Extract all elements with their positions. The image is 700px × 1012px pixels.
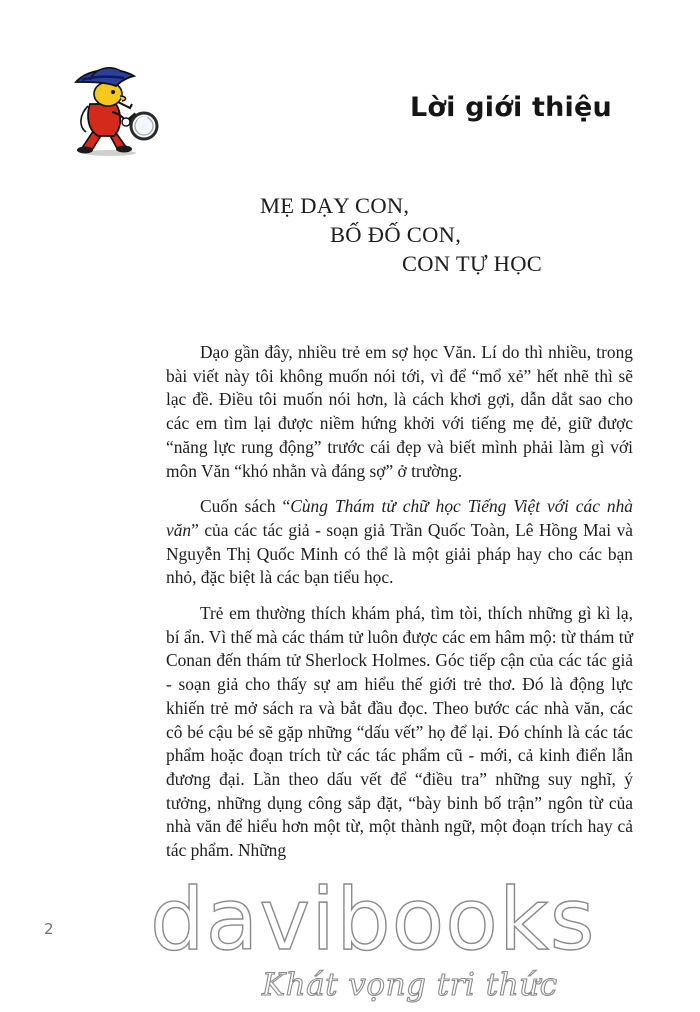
- detective-mascot-icon: [76, 68, 157, 156]
- page-title: Lời giới thiệu: [410, 92, 612, 123]
- detective-mascot-illustration: [68, 58, 168, 158]
- paragraph-2-rest: ” của các tác giả - soạn giả Trần Quốc Toàn, Lê Hồng Mai và Nguyễn Thị Quốc Minh có thể là một giải pháp hay cho các bạn nhỏ, đặc biệt là các bạn tiểu học.: [166, 519, 633, 588]
- motto-line-2: BỐ ĐỐ CON,: [330, 222, 462, 247]
- paragraph-1: Dạo gần đây, nhiều trẻ em sợ học Văn. Lí do thì nhiều, trong bài viết này tôi không muốn nói tới, vì để “mổ xẻ” hết nhẽ thì sẽ lạc đề. Điều tôi muốn nói hơn, là cách khơi gợi, dẫn dắt sao cho các em tìm lại được niềm hứng khởi với tiếng mẹ đẻ, giữ được “năng lực rung động” trước cái đẹp và biết mình phải làm gì với môn Văn “khó nhằn và đáng sợ” ở trường.: [166, 342, 633, 481]
- paragraph-3: Trẻ em thường thích khám phá, tìm tòi, thích những gì kì lạ, bí ẩn. Vì thế mà các thám tử luôn được các em hâm mộ: từ thám tử Conan đến thám tử Sherlock Holmes. Góc tiếp cận của các tác giả - soạn giả cho thấy sự am hiểu thế giới trẻ thơ. Đó là động lực khiến trẻ mở sách ra và bắt đầu đọc. Theo bước các nhà văn, các cô bé cậu bé sẽ gặp những “dấu vết” họ để lại. Đó chính là các tác phẩm hoặc đoạn trích từ các tác phẩm cũ - mới, cả kinh điển lẫn đương đại. Lần theo dấu vết để “điều tra” những suy nghĩ, ý tưởng, những dụng công sắp đặt, “bày binh bố trận” ngôn từ của nhà văn để hiểu hơn một từ, một thành ngữ, một đoạn trích hay cả tác phẩm. Những: [166, 603, 633, 861]
- book-title: Cùng Thám tử chữ học Tiếng Việt với các nhà văn: [166, 496, 633, 540]
- motto-line-3: CON TỰ HỌC: [402, 251, 543, 276]
- motto-line-1: MẸ DẠY CON,: [260, 193, 410, 218]
- paragraph-2: [166, 495, 633, 590]
- page-number: 2: [44, 920, 54, 938]
- watermark-brand: davibooks: [150, 870, 596, 970]
- paragraph-2-lead: Cuốn sách “: [200, 496, 291, 517]
- watermark-slogan: Khát vọng tri thức: [262, 967, 558, 1003]
- body-text: [166, 341, 633, 875]
